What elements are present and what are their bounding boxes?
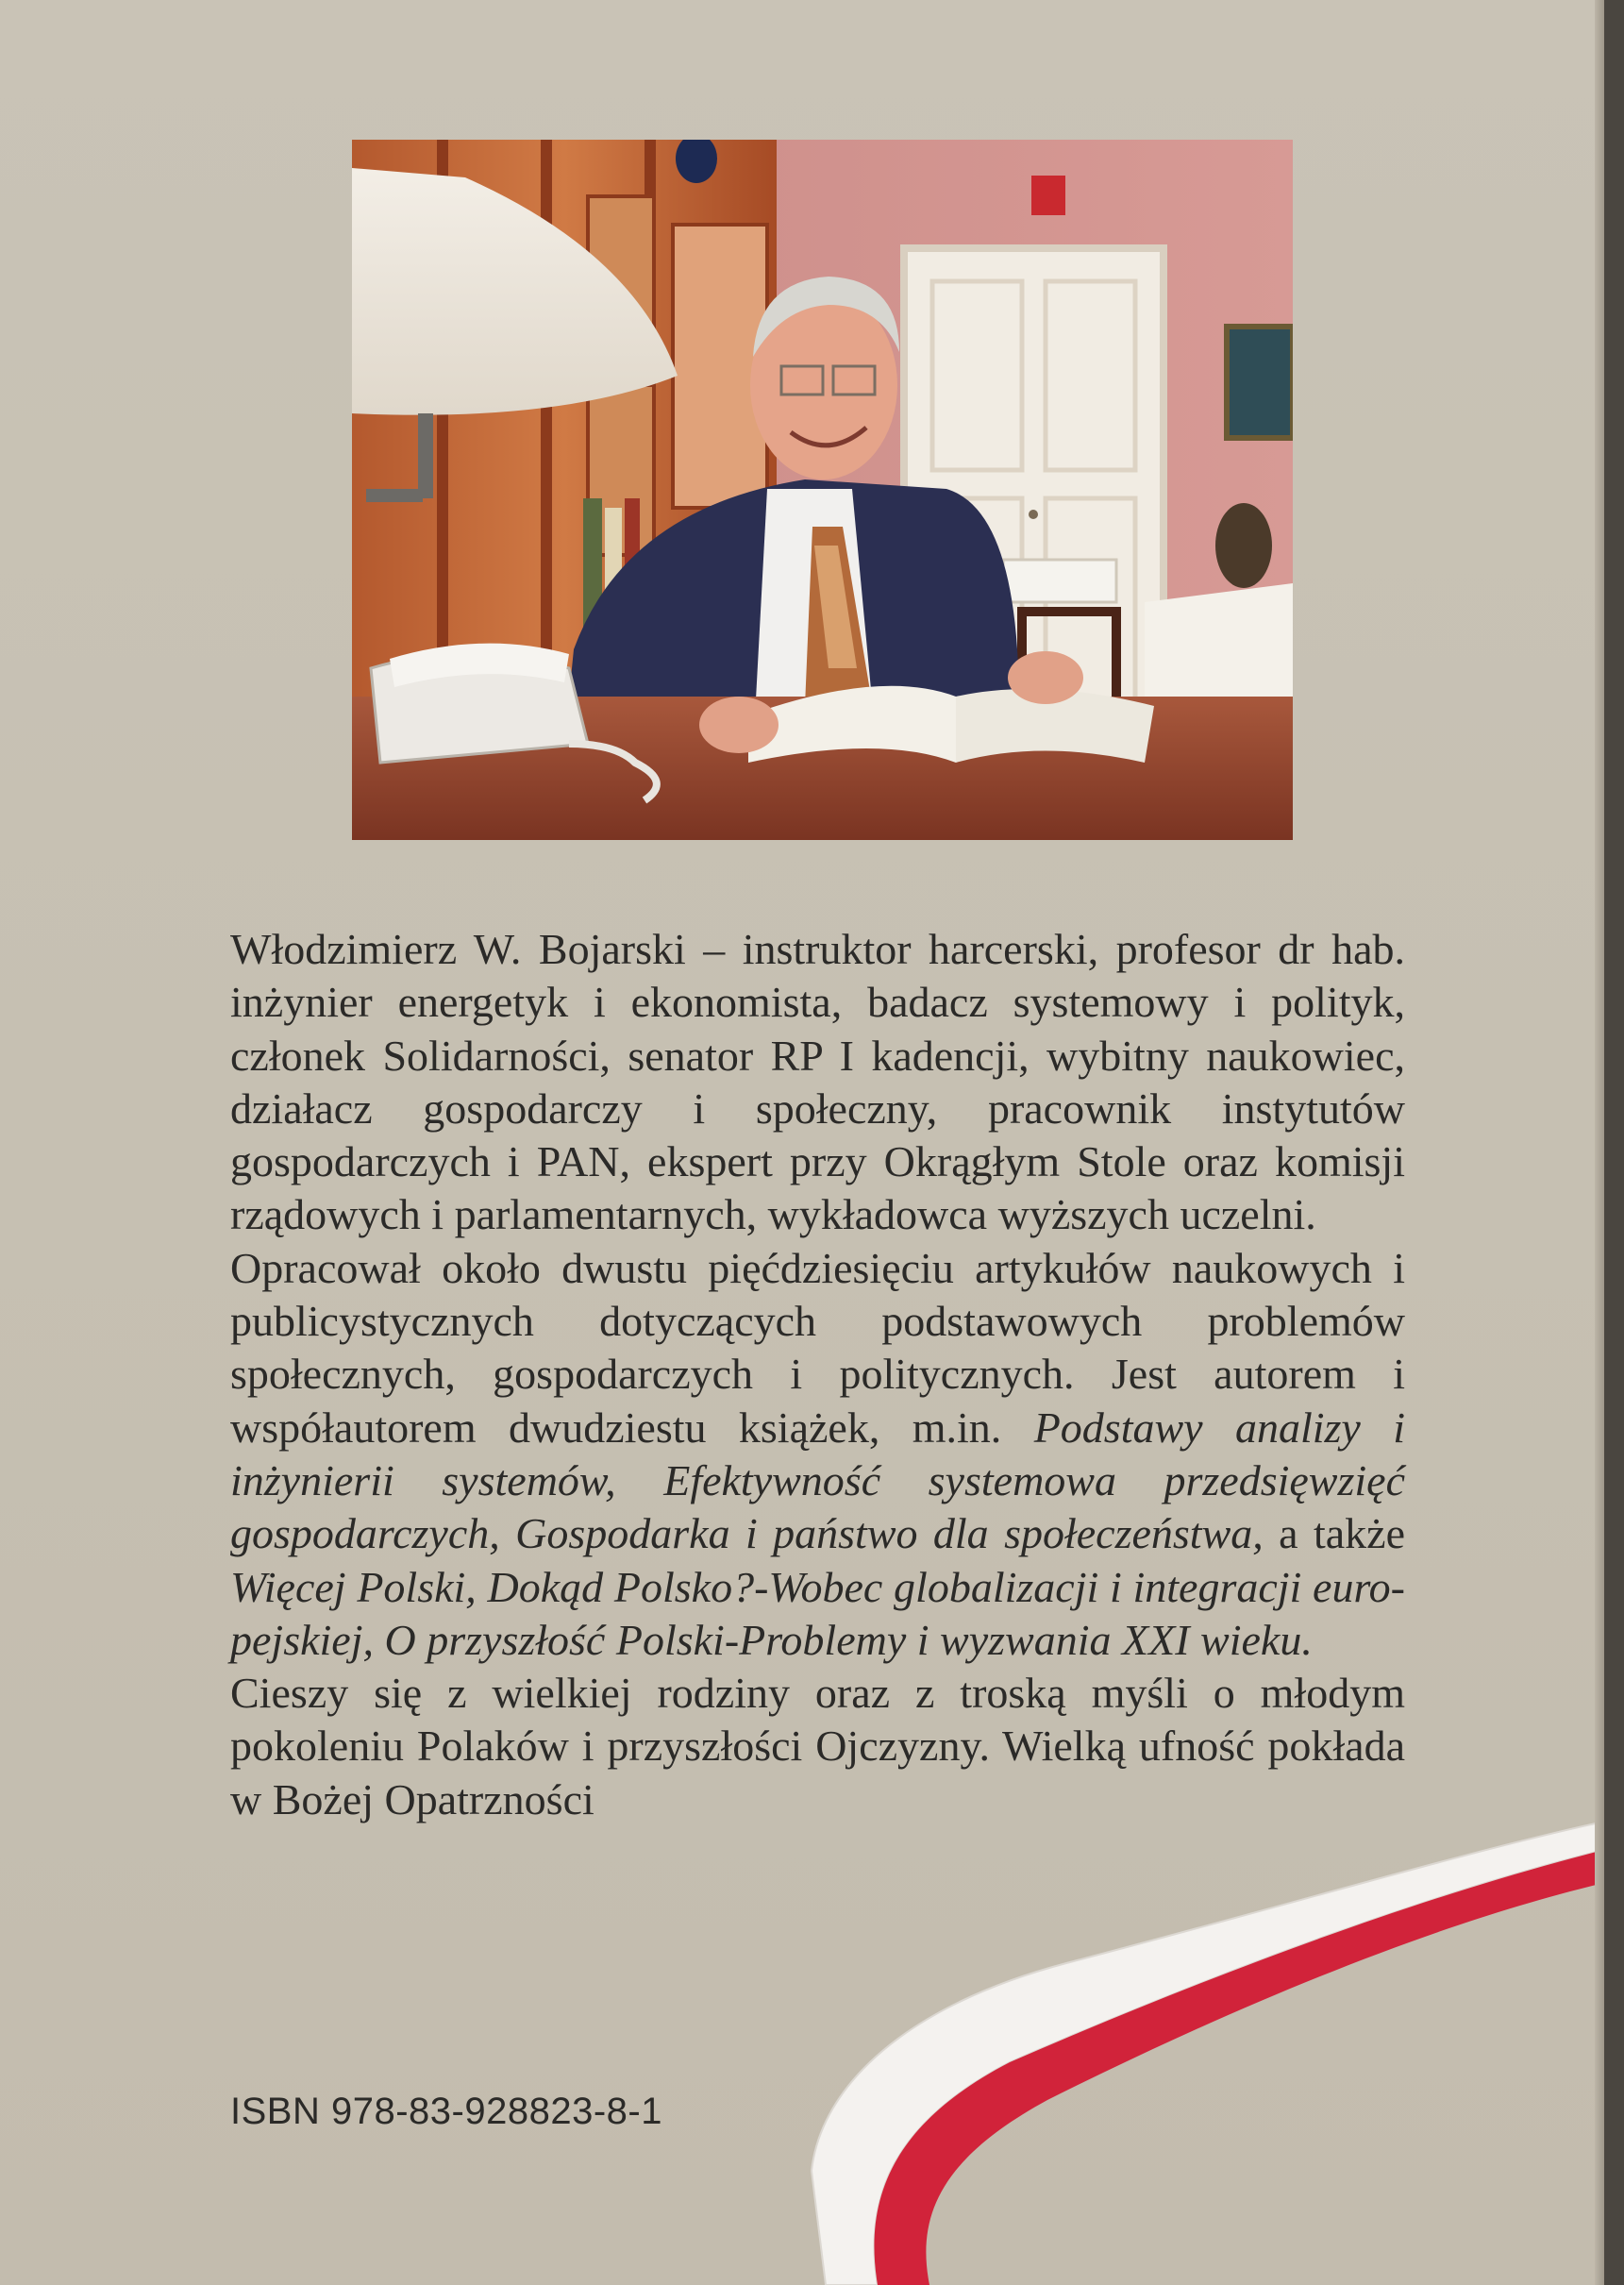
book-title-5: O przyszłość Polski-Problemy i wyzwania XXI wieku. bbox=[384, 1615, 1313, 1664]
bio-paragraph-1: Włodzimierz W. Bojarski – instruktor harcerski, profesor dr hab. inżynier energetyk i ekonomista, badacz systemowy i polityk, członek Solidarności, senator RP I kadencji, wybitny naukowiec, działacz gospodarczy i społeczny, pracownik instytutów gospodarczych i PAN, ekspert przy Okrągłym Stole oraz komisji rządowych i parlamentarnych, wykładowca wyższych uczelni. bbox=[230, 925, 1405, 1239]
book-title-4: Więcej Polski, Dokąd Polsko?-Wobec globalizacji i integracji europejskiej, bbox=[230, 1562, 1405, 1664]
author-photo-illustration bbox=[352, 140, 1293, 840]
flag-ribbon-red bbox=[874, 1850, 1604, 2285]
author-photo bbox=[352, 140, 1293, 840]
flag-ribbon-white bbox=[812, 1822, 1604, 2285]
bio-paragraph-2-intro: Opracował około dwustu pięćdziesięciu artykułów naukowych i publicystycznych dotyczących podstawowych problemów społecznych, gospodarczych i politycznych. Jest autorem i współautorem dwudziestu książek, m.in. bbox=[230, 1243, 1405, 1452]
author-biography bbox=[230, 923, 1405, 1826]
book-separator-1 bbox=[616, 1456, 664, 1504]
bio-paragraph-2 bbox=[230, 1242, 1405, 1667]
book-title-2: Efektywność systemowa przedsięwzięć gospodarczych, bbox=[230, 1455, 1406, 1558]
book-separator-2 bbox=[500, 1509, 515, 1557]
isbn-number: ISBN 978-83-928823-8-1 bbox=[230, 2091, 662, 2132]
bio-paragraph-3: Cieszy się z wielkiej rodziny oraz z troską myśli o młodym pokoleniu Polaków i przyszłości Ojczyzny. Wielką ufność pokłada w Bożej Opatrzności bbox=[230, 1669, 1405, 1823]
book-separator-3: a także bbox=[1263, 1509, 1405, 1558]
book-title-1: Podstawy analizy i inżynierii systemów, bbox=[230, 1403, 1406, 1504]
book-title-3: Gospodarka i państwo dla społeczeństwa, bbox=[515, 1509, 1264, 1558]
book-separator-4 bbox=[374, 1616, 385, 1664]
